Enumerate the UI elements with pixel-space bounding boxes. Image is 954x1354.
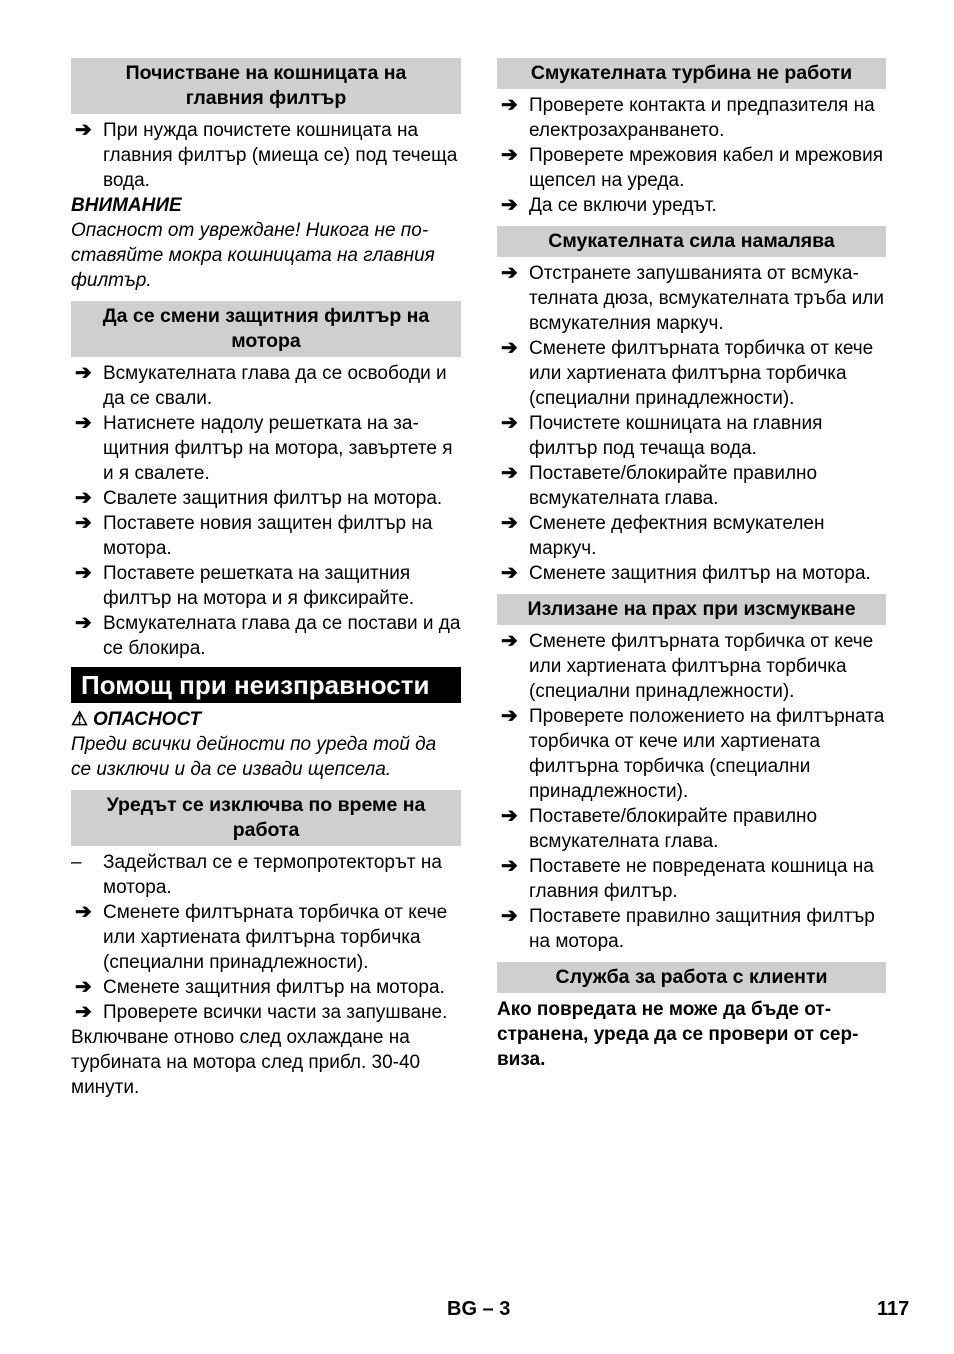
list-item-text: Всмукателната глава да се освободи и да се свали.: [103, 363, 447, 409]
dash-bullet: –: [71, 852, 82, 873]
arrow-right-icon: ➔: [75, 901, 92, 923]
arrow-right-icon: ➔: [501, 337, 518, 359]
heading-line: Почистване на кошницата на: [125, 62, 407, 84]
list-item-text: Сменете филтърната торбичка от кече или хартиената филтърна торбичка (специални принадлежности).: [529, 338, 874, 409]
suction-list: [497, 261, 886, 586]
list-item: [71, 511, 461, 561]
list-item-text: Поставете/блокирайте правилно всмукателната глава.: [529, 463, 818, 509]
dust-list: [497, 629, 886, 954]
heading-line: работа: [232, 819, 300, 841]
list-item-text: Сменете защитния филтър на мотора.: [103, 977, 445, 998]
arrow-right-icon: ➔: [501, 512, 518, 534]
list-item-text: Сменете дефектния всмукателен маркуч.: [529, 513, 825, 559]
list-item-text: Свалете защитния филтър на мотора.: [103, 488, 443, 509]
arrow-right-icon: ➔: [75, 512, 92, 534]
arrow-right-icon: ➔: [501, 630, 518, 652]
list-item-text: Сменете филтърната торбичка от кече или хартиената филтърна торбичка (специални принадлежности).: [529, 631, 874, 702]
list-item-text: Проверете мрежовия кабел и мрежовия щепсел на уреда.: [529, 145, 884, 191]
customer-service-text: Ако повредата не може да бъде отстранена, уреда да се провери от сервиза.: [497, 999, 859, 1070]
list-item: [497, 143, 886, 193]
list-item-text: Поставете решетката на защитния филтър на мотора и я фиксирайте.: [103, 563, 415, 609]
arrow-right-icon: ➔: [501, 144, 518, 166]
list-item: [497, 704, 886, 804]
arrow-right-icon: ➔: [501, 562, 518, 584]
heading-line: Да се смени защитния филтър на: [102, 305, 430, 327]
list-item-text: Да се включи уредът.: [529, 195, 717, 216]
arrow-right-icon: ➔: [501, 412, 518, 434]
list-item: [497, 461, 886, 511]
list-item-text: Проверете всички части за запушване.: [103, 1002, 448, 1023]
arrow-right-icon: ➔: [75, 487, 92, 509]
section-heading-turbine-not-working: Смукателната турбина не работи: [497, 58, 886, 89]
arrow-right-icon: ➔: [75, 119, 92, 141]
section-heading-clean-filter-basket: [71, 58, 461, 114]
arrow-right-icon: ➔: [501, 194, 518, 216]
footer-section-code: BG – 3: [447, 1298, 511, 1320]
list-item: [497, 193, 886, 218]
warning-triangle-icon: ⚠: [71, 709, 89, 730]
list-item-text: Поставете правилно защитния филтър на мотора.: [529, 906, 875, 952]
arrow-right-icon: ➔: [75, 412, 92, 434]
list-item: [497, 511, 886, 561]
list-item: [71, 1000, 461, 1025]
list-item: [497, 904, 886, 954]
list-item-text: Сменете филтърната торбичка от кече или хартиената филтърна торбичка (специални принадлежности).: [103, 902, 448, 973]
list-item-text: Поставете/блокирайте правилно всмукателната глава.: [529, 806, 818, 852]
arrow-right-icon: ➔: [501, 262, 518, 284]
list-item: [71, 561, 461, 611]
list-item: [497, 411, 886, 461]
arrow-right-icon: ➔: [501, 855, 518, 877]
section-heading-switches-off: [71, 790, 461, 846]
arrow-right-icon: ➔: [501, 805, 518, 827]
list-item: [497, 261, 886, 336]
list-item-text: При нужда почистете кошницата на главния филтър (миеща се) под течеща вода.: [103, 120, 458, 191]
arrow-right-icon: ➔: [75, 612, 92, 634]
switches-off-list: [71, 850, 461, 1025]
list-item: [497, 854, 886, 904]
list-item: [497, 804, 886, 854]
list-item: [497, 629, 886, 704]
list-item-text: Задействал се е термопротекторът на мотора.: [103, 852, 442, 898]
heading-line: главния филтър: [185, 87, 347, 109]
list-item-text: Проверете контакта и предпазителя на електрозахранването.: [529, 95, 875, 141]
list-item: [497, 93, 886, 143]
section-heading-customer-service: Служба за работа с клиенти: [497, 962, 886, 993]
list-item-text: Проверете положението на филтърната торбичка от кече или хартиената филтърна торбичка (специални принадлежности).: [529, 706, 885, 802]
caution-text: Опасност от увреждане! Никога не поставяйте мокра кошницата на главния филтър.: [71, 220, 435, 291]
heading-line: Уредът се изключва по време на: [106, 794, 426, 816]
danger-heading: [71, 707, 461, 732]
chapter-heading-troubleshooting: Помощ при неизправности: [71, 667, 461, 703]
arrow-right-icon: ➔: [75, 1001, 92, 1023]
arrow-right-icon: ➔: [75, 976, 92, 998]
list-item: [71, 850, 461, 900]
heading-line: мотора: [231, 330, 301, 352]
list-item-text: Почистете кошницата на главния филтър под течаща вода.: [529, 413, 823, 459]
turbine-list: [497, 93, 886, 218]
list-item: [71, 486, 461, 511]
list-item-text: Поставете новия защитен филтър на мотора.: [103, 513, 433, 559]
list-item-text: Сменете защитния филтър на мотора.: [529, 563, 871, 584]
arrow-right-icon: ➔: [75, 362, 92, 384]
arrow-right-icon: ➔: [75, 562, 92, 584]
list-item: [71, 975, 461, 1000]
section-heading-dust-escape: Излизане на прах при изсмукване: [497, 594, 886, 625]
arrow-right-icon: ➔: [501, 705, 518, 727]
arrow-right-icon: ➔: [501, 905, 518, 927]
list-item-text: Всмукателната глава да се постави и да се блокира.: [103, 613, 461, 659]
list-item: [497, 336, 886, 411]
section-heading-replace-motor-filter: [71, 301, 461, 357]
danger-text: Преди всички дейности по уреда той да се изключи и да се извади щепсела.: [71, 734, 437, 780]
list-item: [71, 118, 461, 193]
section-heading-suction-decreases: Смукателната сила намалява: [497, 226, 886, 257]
arrow-right-icon: ➔: [501, 462, 518, 484]
motor-filter-list: [71, 361, 461, 661]
list-item-text: Отстранете запушванията от всмукателната дюза, всмукателната тръба или всмукателния маркуч.: [529, 263, 884, 334]
left-column: [71, 58, 461, 1100]
footer-page-number: 117: [877, 1298, 910, 1320]
list-item: [71, 900, 461, 975]
arrow-right-icon: ➔: [501, 94, 518, 116]
list-item-text: Натиснете надолу решетката на защитния филтър на мотора, завъртете я и я свалете.: [103, 413, 453, 484]
list-item: [497, 561, 886, 586]
danger-heading-text: ОПАСНОСТ: [93, 709, 202, 730]
caution-heading: ВНИМАНИЕ: [71, 195, 182, 216]
right-column: [497, 58, 886, 1072]
restart-note: Включване отново след охлаждане на турбината на мотора след прибл. 30-40 минути.: [71, 1027, 421, 1098]
list-item: [71, 361, 461, 411]
list-item: [71, 411, 461, 486]
list-item-text: Поставете не повредената кошница на главния филтър.: [529, 856, 874, 902]
list-item: [71, 611, 461, 661]
